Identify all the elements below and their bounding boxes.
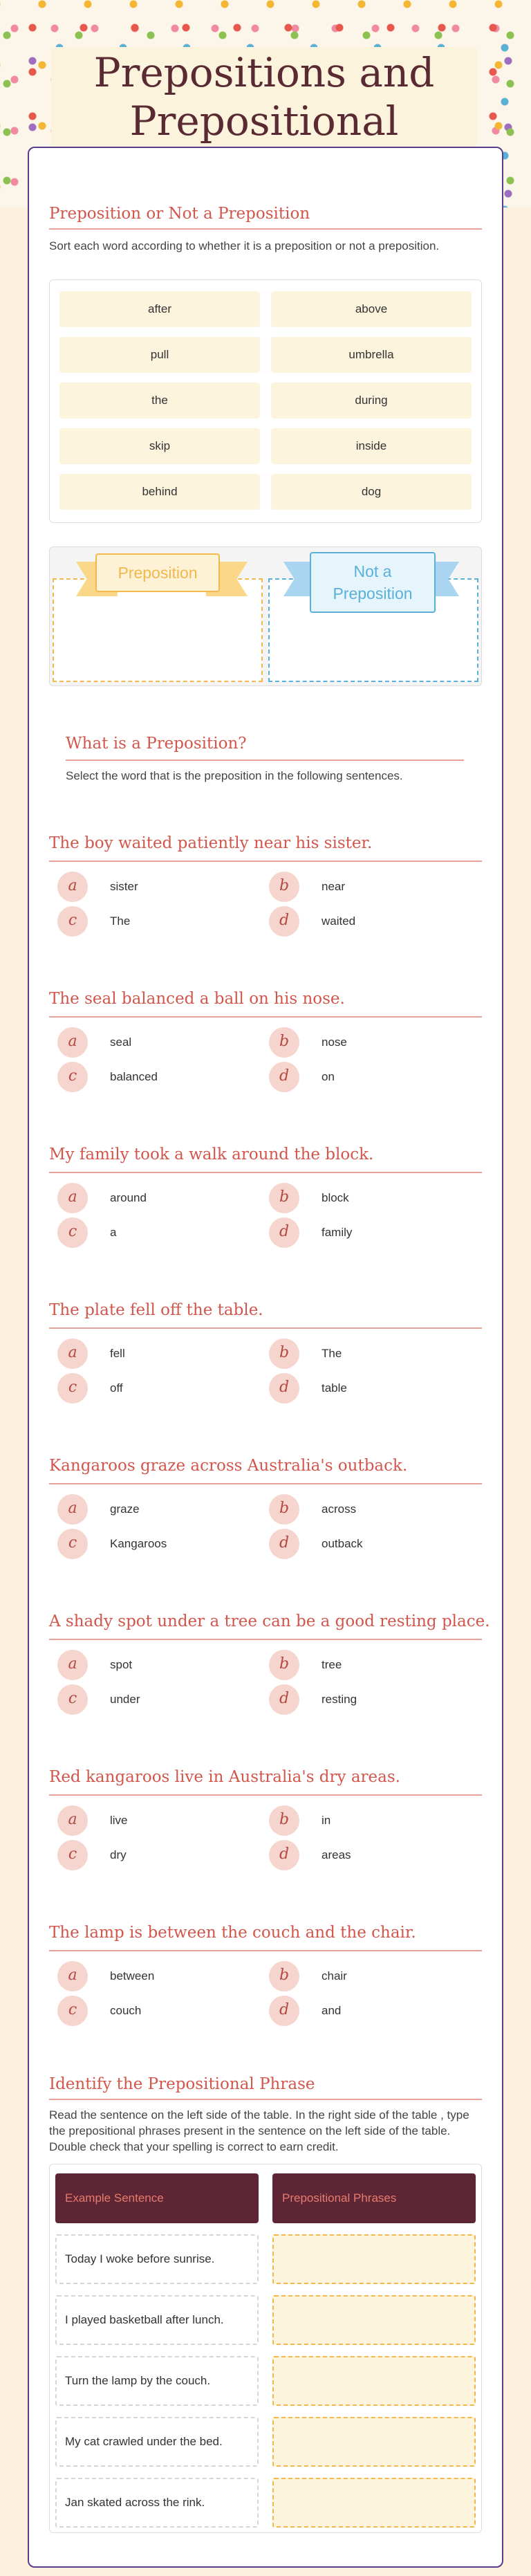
- option-text: fell: [110, 1347, 125, 1360]
- option-text: on: [322, 1070, 335, 1083]
- option-letter-c: c: [57, 1996, 88, 2026]
- option-a[interactable]: [57, 1338, 258, 1369]
- option-a[interactable]: [57, 1805, 258, 1836]
- question-divider: [49, 1950, 482, 1951]
- option-letter-d: d: [269, 1217, 299, 1248]
- option-a[interactable]: [57, 1961, 258, 1991]
- question-block: [49, 1767, 482, 1870]
- option-letter-c: c: [57, 1217, 88, 1248]
- option-b[interactable]: [269, 1650, 469, 1680]
- option-text: balanced: [110, 1070, 158, 1083]
- option-text: under: [110, 1693, 140, 1706]
- option-text: sister: [110, 880, 138, 893]
- option-text: around: [110, 1191, 147, 1204]
- mc-intro-title: What is a Preposition?: [66, 735, 247, 753]
- option-letter-d: d: [269, 1996, 299, 2026]
- question-divider: [49, 1172, 482, 1173]
- option-text: graze: [110, 1502, 140, 1516]
- example-sentence: I played basketball after lunch.: [55, 2295, 259, 2345]
- word-chip[interactable]: dog: [271, 474, 472, 510]
- option-b[interactable]: [269, 1805, 469, 1836]
- option-c[interactable]: [57, 1996, 258, 2026]
- phrase-answer-input[interactable]: [272, 2295, 476, 2345]
- option-letter-a: a: [57, 1650, 88, 1680]
- option-d[interactable]: [269, 1529, 469, 1559]
- sort-instructions: Sort each word according to whether it is a preposition or not a preposition.: [49, 239, 440, 252]
- sort-section-title: Preposition or Not a Preposition: [49, 205, 310, 223]
- option-letter-a: a: [57, 1027, 88, 1058]
- option-a[interactable]: [57, 1027, 258, 1058]
- option-letter-c: c: [57, 1062, 88, 1092]
- option-letter-b: b: [269, 1338, 299, 1369]
- question-block: [49, 1144, 482, 1248]
- option-text: block: [322, 1191, 349, 1204]
- word-chip[interactable]: pull: [59, 337, 260, 373]
- option-text: couch: [110, 2004, 142, 2017]
- not-preposition-label-line1: Not a: [353, 562, 392, 580]
- option-text: seal: [110, 1036, 132, 1049]
- option-letter-a: a: [57, 1805, 88, 1836]
- option-c[interactable]: [57, 1062, 258, 1092]
- question-divider: [49, 1483, 482, 1484]
- example-sentence: My cat crawled under the bed.: [55, 2417, 259, 2467]
- section-divider: [49, 228, 482, 230]
- option-letter-a: a: [57, 1961, 88, 1991]
- option-text: in: [322, 1814, 331, 1827]
- option-letter-c: c: [57, 906, 88, 937]
- question-text: My family took a walk around the block.: [49, 1146, 374, 1163]
- option-b[interactable]: [269, 1338, 469, 1369]
- not-preposition-label-line2: Preposition: [333, 585, 413, 602]
- example-sentence: Today I woke before sunrise.: [55, 2234, 259, 2284]
- option-b[interactable]: [269, 872, 469, 902]
- title-line-1: Prepositions and: [93, 49, 435, 96]
- option-text: near: [322, 880, 346, 893]
- option-c[interactable]: [57, 1684, 258, 1715]
- option-letter-d: d: [269, 906, 299, 937]
- word-chip[interactable]: inside: [271, 428, 472, 464]
- phrase-answer-input[interactable]: [272, 2417, 476, 2467]
- phrase-answer-input[interactable]: [272, 2478, 476, 2528]
- option-letter-b: b: [269, 1650, 299, 1680]
- option-text: areas: [322, 1848, 351, 1861]
- option-b[interactable]: [269, 1961, 469, 1991]
- option-text: family: [322, 1226, 353, 1239]
- option-letter-b: b: [269, 1961, 299, 1991]
- option-d[interactable]: [269, 1996, 469, 2026]
- option-letter-d: d: [269, 1062, 299, 1092]
- option-text: off: [110, 1381, 123, 1395]
- section-divider: [49, 2099, 482, 2100]
- option-letter-b: b: [269, 1494, 299, 1525]
- option-letter-a: a: [57, 1494, 88, 1525]
- question-block: [49, 1922, 482, 2026]
- option-text: The: [322, 1347, 342, 1360]
- phrase-answer-input[interactable]: [272, 2234, 476, 2284]
- option-letter-b: b: [269, 1027, 299, 1058]
- option-text: The: [110, 914, 131, 928]
- question-block: [49, 988, 482, 1092]
- question-text: The seal balanced a ball on his nose.: [49, 990, 345, 1008]
- option-text: tree: [322, 1658, 342, 1671]
- question-divider: [49, 1327, 482, 1329]
- question-text: Red kangaroos live in Australia's dry areas.: [49, 1768, 400, 1786]
- option-letter-a: a: [57, 1338, 88, 1369]
- option-d[interactable]: [269, 1373, 469, 1404]
- option-text: nose: [322, 1036, 347, 1049]
- option-text: resting: [322, 1693, 357, 1706]
- example-sentence: Turn the lamp by the couch.: [55, 2356, 259, 2406]
- question-block: [49, 1455, 482, 1559]
- option-a[interactable]: [57, 1494, 258, 1525]
- option-text: chair: [322, 1969, 347, 1982]
- word-chip[interactable]: after: [59, 291, 260, 327]
- option-c[interactable]: [57, 1840, 258, 1870]
- option-d[interactable]: [269, 1217, 469, 1248]
- option-d[interactable]: [269, 906, 469, 937]
- question-text: Kangaroos graze across Australia's outback.: [49, 1457, 408, 1475]
- option-a[interactable]: [57, 1650, 258, 1680]
- question-text: The lamp is between the couch and the chair.: [49, 1924, 416, 1942]
- option-text: across: [322, 1502, 357, 1516]
- option-text: dry: [110, 1848, 127, 1861]
- word-chip[interactable]: above: [271, 291, 472, 327]
- option-c[interactable]: [57, 1373, 258, 1404]
- option-letter-b: b: [269, 872, 299, 902]
- option-letter-c: c: [57, 1684, 88, 1715]
- option-text: table: [322, 1381, 347, 1395]
- option-letter-d: d: [269, 1373, 299, 1404]
- option-letter-a: a: [57, 872, 88, 902]
- option-c[interactable]: [57, 1529, 258, 1559]
- phrase-answer-input[interactable]: [272, 2356, 476, 2406]
- question-divider: [49, 1639, 482, 1640]
- option-text: and: [322, 2004, 342, 2017]
- option-letter-d: d: [269, 1529, 299, 1559]
- preposition-label: Preposition: [95, 553, 220, 592]
- option-letter-c: c: [57, 1840, 88, 1870]
- option-letter-d: d: [269, 1684, 299, 1715]
- option-letter-c: c: [57, 1373, 88, 1404]
- option-d[interactable]: [269, 1684, 469, 1715]
- option-c[interactable]: [57, 906, 258, 937]
- option-text: a: [110, 1226, 117, 1239]
- option-text: Kangaroos: [110, 1537, 167, 1550]
- word-chip[interactable]: behind: [59, 474, 260, 510]
- example-sentence: Jan skated across the rink.: [55, 2478, 259, 2528]
- question-divider: [49, 861, 482, 862]
- option-text: between: [110, 1969, 155, 1982]
- option-c[interactable]: [57, 1217, 258, 1248]
- option-letter-a: a: [57, 1183, 88, 1213]
- title-line-2: Prepositional: [129, 98, 399, 145]
- option-text: live: [110, 1814, 128, 1827]
- option-d[interactable]: [269, 1062, 469, 1092]
- option-text: spot: [110, 1658, 133, 1671]
- question-block: [49, 833, 482, 937]
- word-chip[interactable]: during: [271, 383, 472, 418]
- option-letter-c: c: [57, 1529, 88, 1559]
- phrase-section-title: Identify the Prepositional Phrase: [49, 2075, 315, 2093]
- question-block: [49, 1611, 490, 1715]
- column-header-phrases: Prepositional Phrases: [272, 2173, 476, 2223]
- option-text: waited: [322, 914, 356, 928]
- option-b[interactable]: [269, 1183, 469, 1213]
- word-chip[interactable]: skip: [59, 428, 260, 464]
- question-text: A shady spot under a tree can be a good resting place.: [49, 1612, 490, 1630]
- phrase-instructions: Read the sentence on the left side of the table. In the right side of the table , type the prepositional phrases present in the sentence on the left side of the table. Double check that your spelling is correct to earn credit.: [49, 2108, 469, 2153]
- mc-instructions: Select the word that is the preposition in the following sentences.: [66, 769, 403, 782]
- question-block: [49, 1300, 482, 1404]
- column-header-example: Example Sentence: [55, 2173, 259, 2223]
- option-a[interactable]: [57, 1183, 258, 1213]
- question-text: The plate fell off the table.: [49, 1301, 263, 1319]
- not-preposition-label: [310, 552, 436, 613]
- option-b[interactable]: [269, 1027, 469, 1058]
- option-b[interactable]: [269, 1494, 469, 1525]
- option-d[interactable]: [269, 1840, 469, 1870]
- question-divider: [49, 1016, 482, 1018]
- question-divider: [49, 1794, 482, 1796]
- question-text: The boy waited patiently near his sister.: [49, 834, 373, 852]
- section-divider: [66, 760, 464, 761]
- word-chip[interactable]: the: [59, 383, 260, 418]
- option-letter-d: d: [269, 1840, 299, 1870]
- option-letter-b: b: [269, 1183, 299, 1213]
- option-text: outback: [322, 1537, 363, 1550]
- option-letter-b: b: [269, 1805, 299, 1836]
- word-chip[interactable]: umbrella: [271, 337, 472, 373]
- option-a[interactable]: [57, 872, 258, 902]
